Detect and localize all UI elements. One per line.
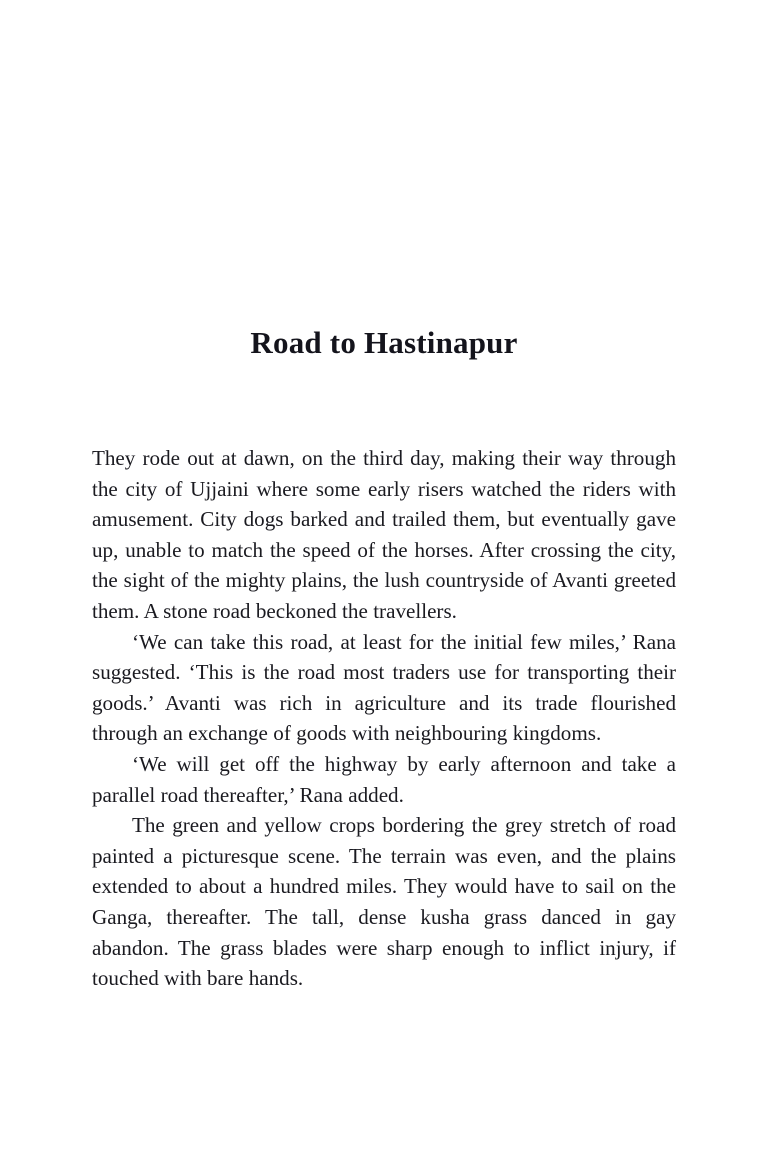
paragraph: ‘We will get off the highway by early afternoon and take a parallel road thereafter,’ Rana added.	[92, 751, 676, 807]
paragraph: The green and yellow crops bordering the grey stretch of road painted a picturesque scene. The terrain was even, and the plains extended to about a hundred miles. They would have to sail on the Ganga, thereafter. The tall, dense kusha grass danced in gay abandon. The grass blades were sharp enough to inflict injury, if touched with bare hands.	[92, 813, 676, 991]
paragraph: ‘We can take this road, at least for the initial few miles,’ Rana suggested. ‘This is the road most traders use for transporting their goods.’ Avanti was rich in agriculture and its trade flourished through an exchange of goods with neighbouring kingdoms.	[92, 629, 676, 746]
page-title: Road to Hastinapur	[250, 325, 518, 360]
body-text-block	[92, 443, 676, 994]
paragraph: They rode out at dawn, on the third day, making their way through the city of Ujjaini where some early risers watched the riders with amusement. City dogs barked and trailed them, but eventually gave up, unable to match the speed of the horses. After crossing the city, the sight of the mighty plains, the lush countryside of Avanti greeted them. A stone road beckoned the travellers.	[92, 446, 676, 623]
